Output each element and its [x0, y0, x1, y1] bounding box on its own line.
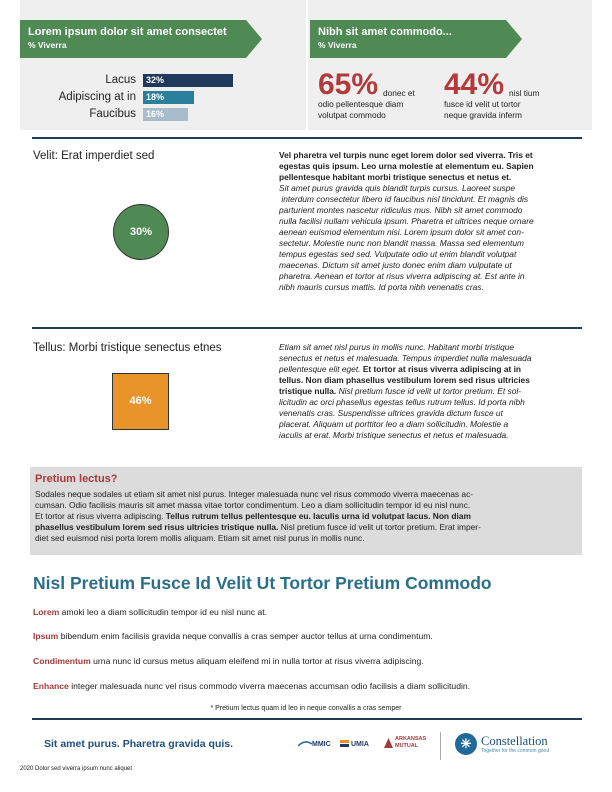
item-keyword: Ipsum: [33, 631, 59, 641]
pretium-box: [30, 467, 582, 555]
text-span: tristique nulla.: [279, 386, 337, 396]
text-line: Etiam sit amet nisl purus in mollis nunc. Habitant morbi tristique: [279, 342, 515, 352]
text-line: nibh mauris cursus mattis. Id porta nibh venenatis cras.: [279, 282, 484, 292]
bar-fill: 32%: [143, 74, 233, 87]
text-line: egestas quis ipsum. Leo urna molestie at elementum eu. Sapien: [279, 161, 534, 171]
section-rule: [32, 327, 582, 329]
item-text: integer malesuada nunc vel risus commodo viverra maecenas accumsan odio facilisis a diam sollicitudin.: [68, 681, 471, 691]
bar-fill: 18%: [143, 91, 194, 104]
section2-title: Tellus: Morbi tristique senectus etnes: [33, 342, 222, 354]
item-keyword: Condimentum: [33, 656, 91, 666]
text-line: Sit amet purus gravida quis blandit turpis cursus. Laoreet suspe: [279, 183, 516, 193]
umia-logo-text: UMIA: [351, 740, 369, 748]
left-ribbon: [20, 20, 246, 58]
section1-badge-circle: 30%: [113, 204, 169, 260]
stat-desc-1: nisl tium: [509, 88, 540, 98]
logo-separator: [440, 732, 441, 760]
headline: Nisl Pretium Fusce Id Velit Ut Tortor Pretium Commodo: [33, 573, 492, 593]
section2-badge-square: 46%: [112, 373, 169, 430]
text-span: pellentesque elit eget.: [279, 364, 363, 374]
text-span: Et tortor at risus viverra adipiscing.: [35, 510, 166, 521]
arkansas-line2: MUTUAL: [395, 742, 419, 749]
text-span: phasellus vestibulum lorem sed risus ultricies tristique nulla.: [35, 521, 279, 532]
text-line: [35, 511, 579, 522]
right-ribbon-subtitle: % Viverra: [318, 40, 357, 50]
arkansas-text: [395, 736, 426, 749]
stat-desc-3: neque gravida inferm: [444, 110, 522, 120]
list-item: [33, 631, 433, 642]
text-line: aenean euismod elementum nisi. Lorem ipsum dolor sit amet con-: [279, 227, 524, 237]
text-span: Nisl pretium fusce id velit ut tortor pretium. Erat imper-: [278, 521, 481, 532]
left-ribbon-subtitle: % Viverra: [28, 40, 67, 50]
pretium-title: Pretium lectus?: [35, 473, 118, 485]
section1-title: Velit: Erat imperdiet sed: [33, 150, 155, 162]
mmic-logo: [298, 740, 331, 748]
section2-body: [279, 342, 584, 441]
text-line: venenatis cras. Suspendisse ultrices gravida dictum fusce ut: [279, 408, 503, 418]
text-line: [279, 364, 584, 375]
mmic-logo-text: MMIC: [312, 740, 331, 748]
text-span: Et tortor at risus viverra adipiscing at in: [362, 364, 522, 374]
section-rule: [32, 137, 582, 139]
bar-row-faucibus: [30, 108, 290, 121]
pretium-body: [35, 489, 579, 544]
text-line: iaculis at erat. Morbi tristique senectus et netus et malesuada.: [279, 430, 509, 440]
text-line: placerat. Aliquam ut porttitor leo a diam sollicitudin. Molestie a: [279, 419, 509, 429]
text-line: Sodales neque sodales ut etiam sit amet nisl purus. Integer malesuada nunc vel risus commodo viverra maecenas ac-: [35, 489, 474, 499]
bar-label: Lacus: [105, 74, 136, 86]
right-ribbon-title: Nibh sit amet commodo...: [318, 26, 452, 38]
umia-mark-icon: [340, 740, 349, 748]
item-text: urna nunc id cursus metus aliquam eleifend mi in nulla tortor at risus viverra adipiscing.: [90, 656, 424, 666]
text-line: diet sed euismod nisi porta lorem mollis aliquam. Etiam sit amet nisl purus in mollis nunc.: [35, 532, 365, 543]
constellation-name: Constellation: [481, 734, 548, 748]
text-line: licitudin ac orci phasellus egestas tellus rutrum tellus. Id porta nibh: [279, 397, 525, 407]
text-line: senectus et netus et malesuada. Tempus imperdiet nulla malesuada: [279, 353, 532, 363]
stat-desc-3: volutpat commodo: [318, 110, 386, 120]
constellation-tagline: Together for the common good: [481, 748, 550, 754]
constellation-star-icon: [455, 733, 477, 755]
bar-row-adipiscing: [30, 91, 290, 104]
list-item: [33, 607, 267, 618]
panel-divider: [306, 0, 308, 130]
item-keyword: Enhance: [33, 681, 69, 691]
footer-rule: [32, 718, 582, 720]
stat-desc-2: odio pellentesque diam: [318, 99, 404, 109]
text-line: tempus egestas sed sed. Vulputate odio ut enim blandit volutpat: [279, 249, 517, 259]
text-line: nulla facilisi nullam vehicula ipsum. Pharetra et ultrices neque ornare: [279, 216, 534, 226]
bar-fill: 16%: [143, 108, 188, 121]
constellation-logo: [455, 733, 549, 755]
constellation-text: [481, 734, 549, 754]
right-ribbon: [310, 20, 506, 58]
text-line: parturient montes nascetur ridiculus mus. Nibh sit amet commodo: [279, 205, 523, 215]
bar-label: Adipiscing at in: [58, 91, 136, 103]
bar-label: Faucibus: [89, 108, 136, 120]
stat-desc-2: fusce id velit ut tortor: [444, 99, 521, 109]
text-line: Vel pharetra vel turpis nunc eget lorem dolor sed viverra. Tris et: [279, 150, 533, 160]
text-line: sectetur. Molestie nunc non blandit massa. Massa sed elementum: [279, 238, 525, 248]
item-text: amoki leo a diam sollicitudin tempor id eu nisl nunc at.: [59, 607, 268, 617]
footer-tagline: Sit amet purus. Pharetra gravida quis.: [44, 738, 234, 750]
section1-body: [279, 150, 584, 293]
arkansas-line1: ARKANSAS: [395, 736, 427, 742]
text-line: [35, 522, 579, 533]
left-ribbon-title: Lorem ipsum dolor sit amet consectet: [28, 26, 227, 38]
item-keyword: Lorem: [33, 607, 60, 617]
text-line: tellus. Non diam phasellus vestibulum lorem sed risus ultricies: [279, 375, 530, 385]
text-span: Nisl pretium fusce id velit ut tortor pretium. Et sol-: [336, 386, 522, 396]
arkansas-mark-icon: [384, 738, 393, 748]
item-text: bibendum enim facilisis gravida neque convallis a cras semper auctor tellus at urna condimentum.: [58, 631, 433, 641]
stat-desc-1: donec et: [383, 88, 415, 98]
umia-logo: [340, 740, 369, 748]
text-line: maecenas. Dictum sit amet justo donec enim diam vulputate ut: [279, 260, 512, 270]
copyright: 2020 Dolor sed viverra ipsum nunc aliquet: [20, 766, 133, 772]
text-line: interdum consectetur libero id faucibus nisl tincidunt. Et magnis dis: [279, 194, 529, 204]
list-item: [33, 681, 470, 692]
mmic-swoosh-icon: [298, 740, 312, 748]
text-span: Tellus rutrum tellus pellentesque eu. Iaculis urna id volutpat lacus. Non diam: [165, 510, 471, 521]
text-line: cumsan. Odio facilisis mauris sit amet massa vitae tortor condimentum. Leo a diam sollicitudin tempor id eu nisl nunc.: [35, 499, 471, 510]
text-line: [279, 386, 584, 397]
bar-row-lacus: [30, 74, 290, 87]
stat-value: 44%: [444, 68, 505, 101]
arkansas-mutual-logo: [384, 736, 426, 749]
footnote: * Pretium lectus quam id leo in neque convallis a cras semper: [210, 705, 402, 712]
list-item: [33, 656, 424, 667]
stat-value: 65%: [318, 68, 379, 101]
text-line: pellentesque habitant morbi tristique senectus et netus et.: [279, 172, 512, 182]
text-line: pharetra. Aenean et tortor at risus viverra adipiscing at. Est ante in: [279, 271, 525, 281]
